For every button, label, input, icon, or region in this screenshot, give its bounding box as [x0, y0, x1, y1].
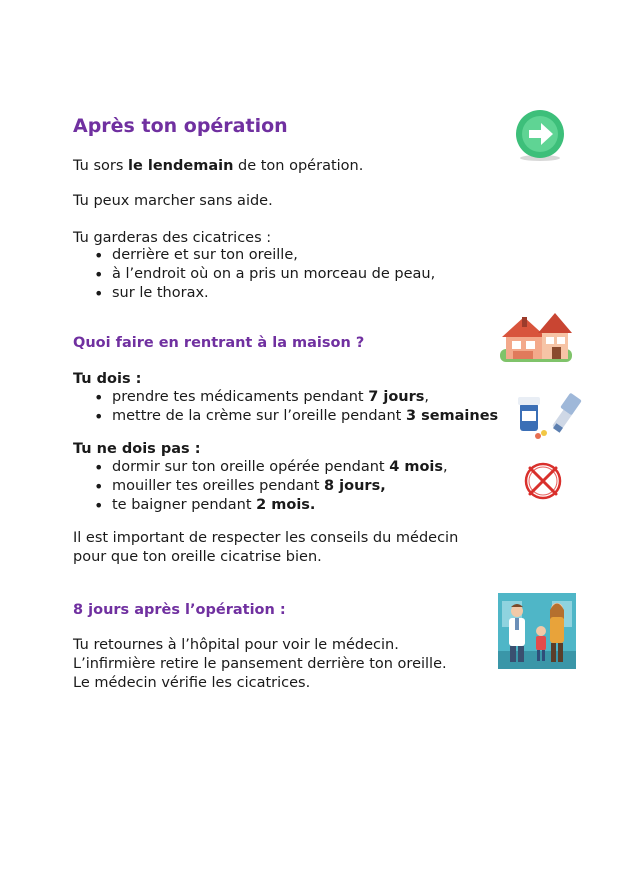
- list-item: [90, 407, 498, 426]
- list-item: [90, 496, 448, 515]
- list-item: • sur le thorax.: [90, 284, 435, 303]
- page-title: Après ton opération: [73, 115, 288, 137]
- must-list: [90, 388, 498, 426]
- list-item: [90, 477, 448, 496]
- house-icon: [500, 309, 572, 364]
- exit-pre: Tu sors: [73, 158, 129, 174]
- forbidden-icon: [522, 460, 564, 502]
- must-label-text: Tu dois :: [73, 371, 142, 387]
- followup-line-1: Tu retournes à l’hôpital pour voir le médecin.: [73, 637, 399, 653]
- list-item: • derrière et sur ton oreille,: [90, 246, 435, 265]
- scars-list: [90, 246, 435, 303]
- list-item: [90, 388, 498, 407]
- exit-bold: le lendemain: [128, 158, 234, 174]
- item-text: dormir sur ton oreille opérée pendant: [112, 459, 390, 475]
- item-text: te baigner pendant: [112, 497, 257, 513]
- item-text: mouiller tes oreilles pendant: [112, 478, 325, 494]
- list-item: • à l’endroit où on a pris un morceau de peau,: [90, 265, 435, 284]
- home-section-title: Quoi faire en rentrant à la maison ?: [73, 335, 365, 351]
- list-item: [90, 458, 448, 477]
- walk-sentence: Tu peux marcher sans aide.: [73, 193, 273, 209]
- item-post: ,: [443, 459, 448, 475]
- mustnot-list: [90, 458, 448, 515]
- advice-line-1: Il est important de respecter les conseils du médecin: [73, 530, 459, 546]
- doctor-family-icon: [498, 593, 576, 669]
- followup-section-title: 8 jours après l’opération :: [73, 602, 286, 618]
- medicine-icon: [514, 393, 586, 441]
- item-post: ,: [424, 389, 430, 405]
- item-text: mettre de la crème sur l’oreille pendant: [112, 408, 406, 424]
- item-bold: 3 semaines: [405, 408, 499, 424]
- item-bold: 7 jours: [368, 389, 425, 405]
- exit-post: de ton opération.: [233, 158, 364, 174]
- advice-line-2: pour que ton oreille cicatrise bien.: [73, 549, 322, 565]
- item-bold: 4 mois: [389, 459, 444, 475]
- exit-sentence: [73, 157, 363, 176]
- item-bold: 8 jours,: [324, 478, 386, 494]
- must-label: [73, 370, 141, 389]
- followup-line-3: Le médecin vérifie les cicatrices.: [73, 675, 311, 691]
- next-arrow-icon: [513, 108, 567, 164]
- scars-intro: Tu garderas des cicatrices :: [73, 230, 272, 246]
- mustnot-label: [73, 440, 201, 459]
- followup-line-2: L’infirmière retire le pansement derrière ton oreille.: [73, 656, 447, 672]
- item-text: prendre tes médicaments pendant: [112, 389, 369, 405]
- item-bold: 2 mois.: [256, 497, 316, 513]
- mustnot-label-text: Tu ne dois pas :: [73, 441, 201, 457]
